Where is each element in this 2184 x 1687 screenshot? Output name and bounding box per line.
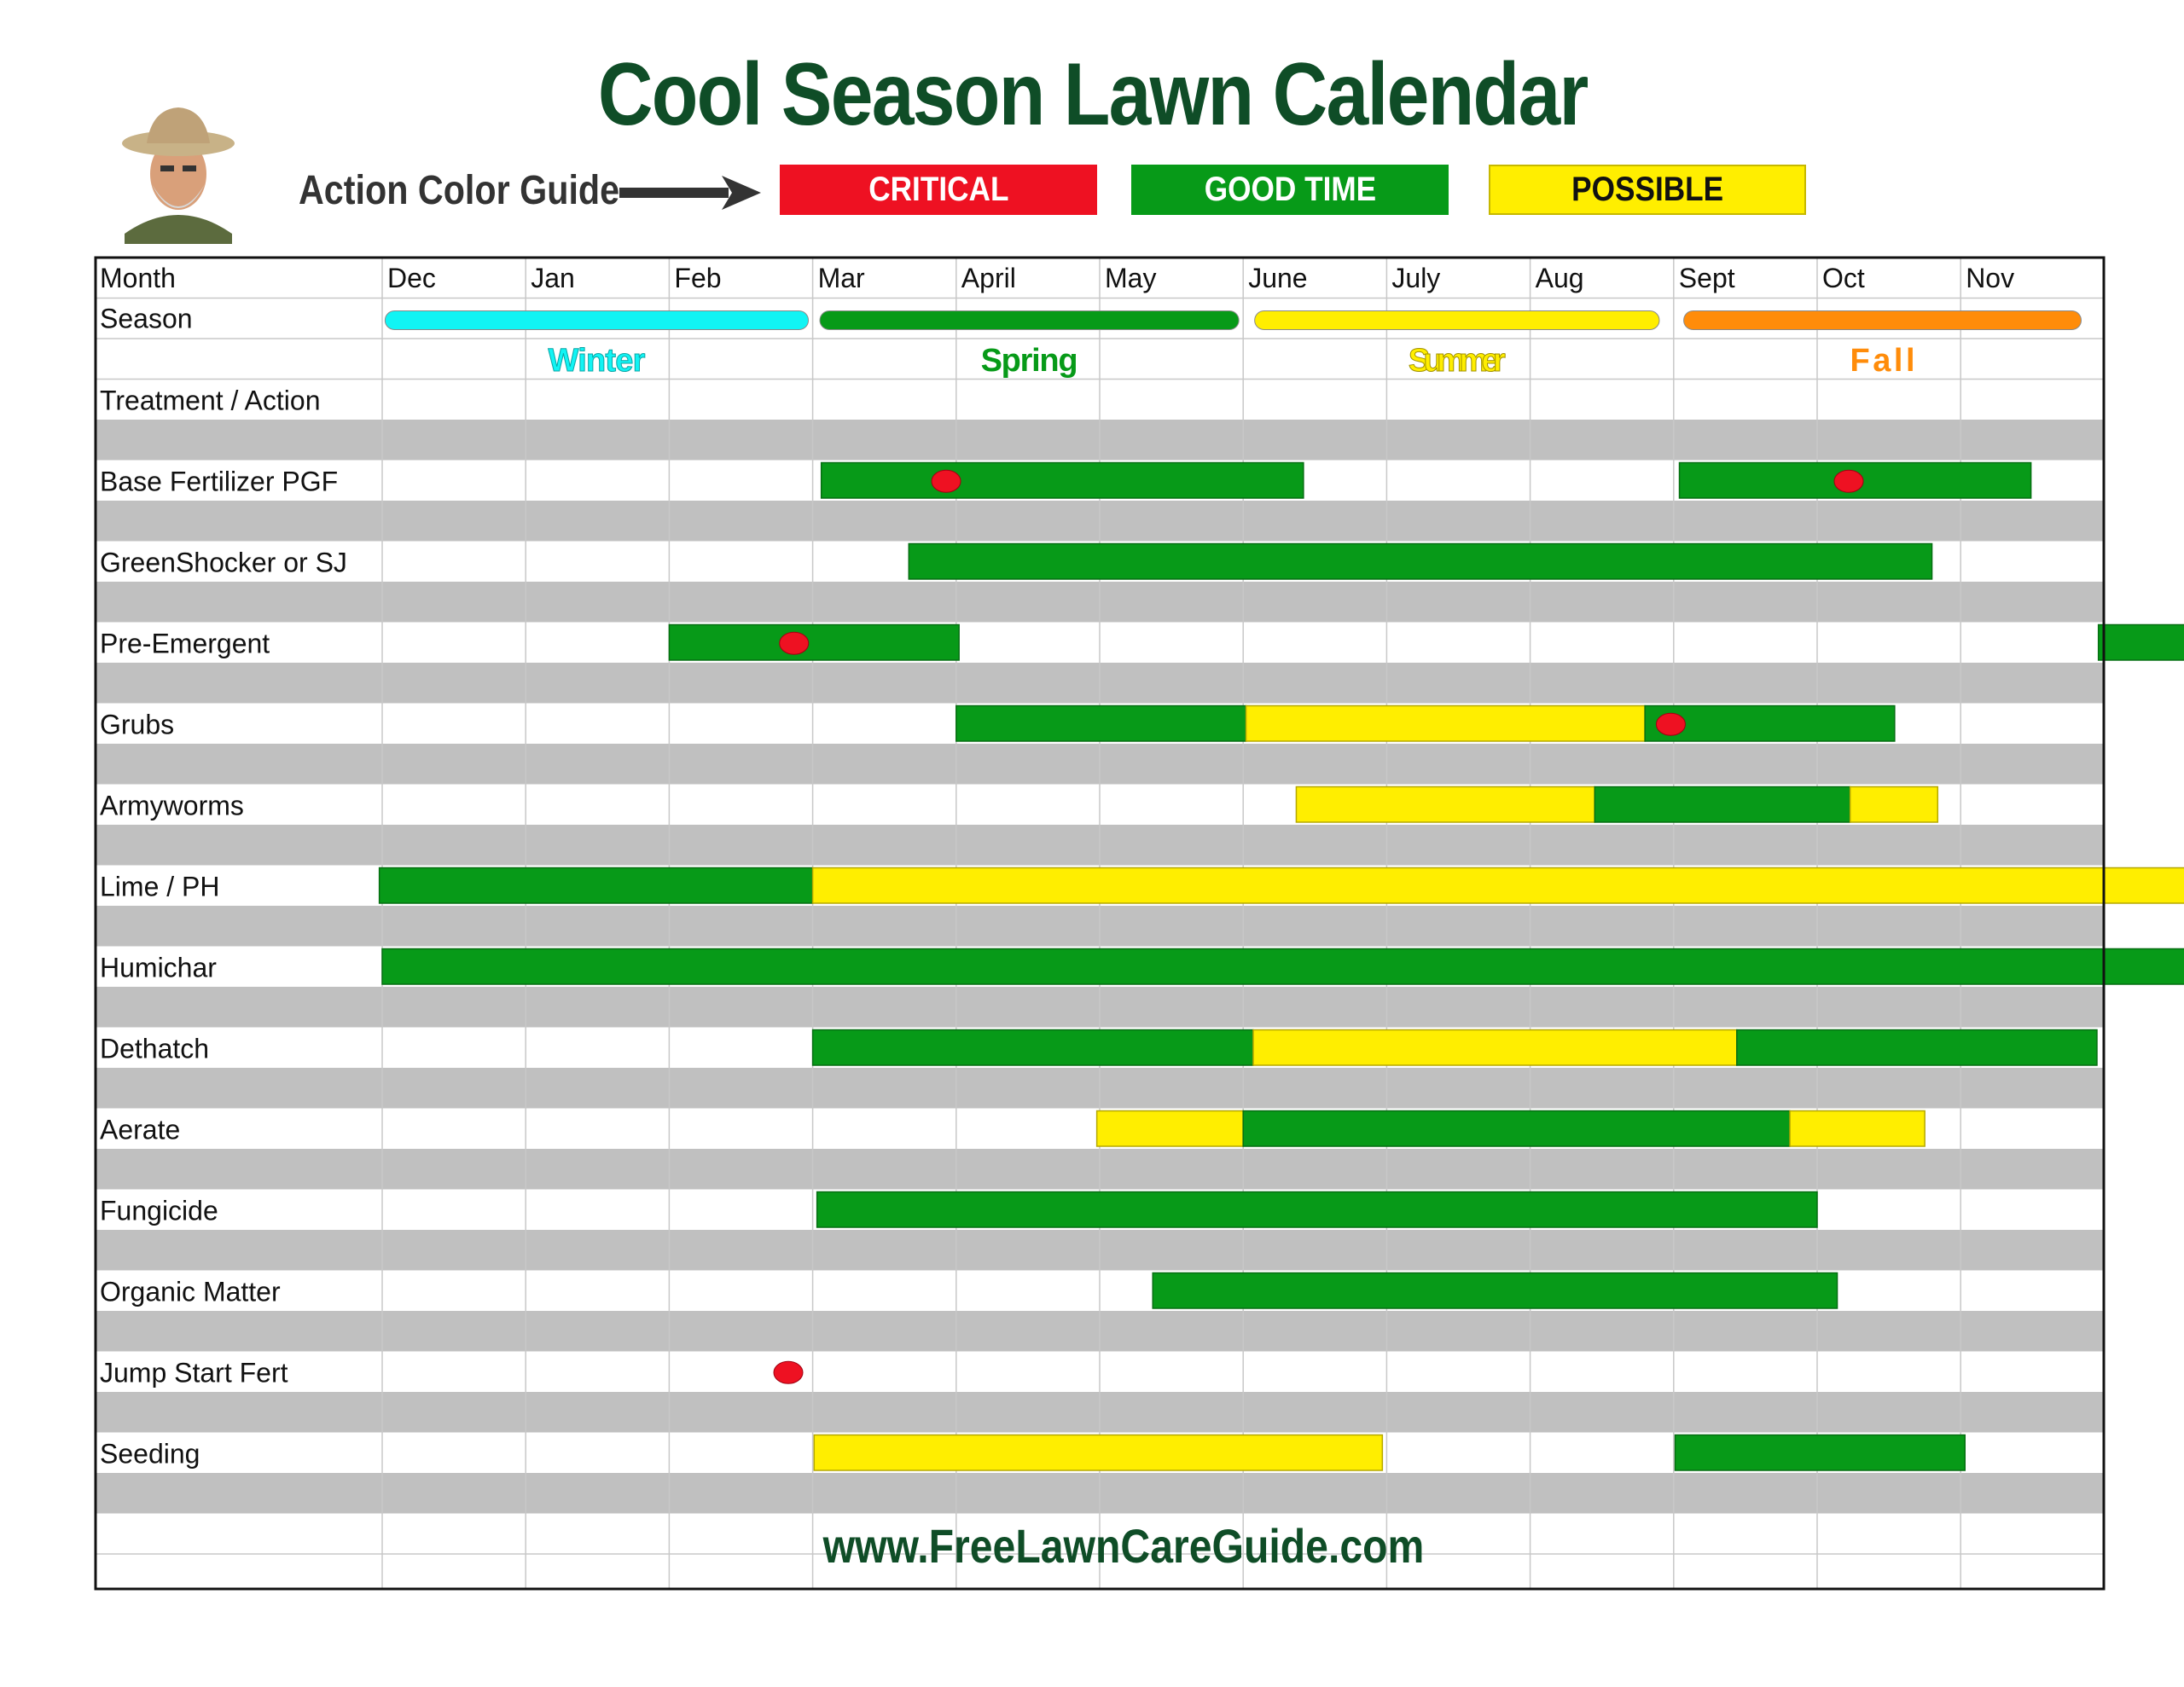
month-label-nov: Nov [1966,263,2015,293]
bar-armyworms-1 [1296,787,1594,823]
season-bar-winter [385,311,808,330]
month-label-jan: Jan [531,263,575,293]
bar-seeding-1 [814,1435,1382,1471]
month-label-dec: Dec [387,263,436,293]
season-label-fall: Fall [1850,343,1915,379]
critical-dot-grubs-1 [1656,713,1685,735]
treatment-label-humichar: Humichar [100,952,217,983]
treatment-label-pre-emergent: Pre-Emergent [100,628,270,659]
bar-aerate-1 [1097,1111,1244,1147]
treatment-label-jump-start-fert: Jump Start Fert [100,1357,288,1388]
bar-grubs-1 [956,706,1246,742]
treatment-label-dethatch: Dethatch [100,1033,210,1064]
season-header: Season [100,303,193,334]
bar-dethatch-2 [1253,1030,1737,1066]
season-bar-spring [820,311,1239,330]
bar-armyworms-2 [1594,787,1850,823]
month-label-sept: Sept [1678,263,1735,293]
month-label-feb: Feb [674,263,722,293]
bar-pre-emergent-1 [669,625,959,661]
color-guide-label: Action Color Guide [299,168,620,213]
month-header: Month [100,263,176,293]
treatment-label-aerate: Aerate [100,1114,181,1145]
treatment-label-fungicide: Fungicide [100,1195,218,1226]
bar-greenshocker-or-sj-1 [909,544,1931,580]
bar-armyworms-3 [1850,787,1938,823]
website-url: www.FreeLawnCareGuide.com [822,1519,1425,1573]
treatment-label-organic-matter: Organic Matter [100,1276,281,1307]
treatment-header: Treatment / Action [100,385,321,416]
bar-humichar-1 [382,949,2184,985]
critical-dot-jump-start-fert-1 [774,1361,803,1383]
month-label-may: May [1105,263,1157,293]
bar-seeding-2 [1675,1435,1965,1471]
treatment-label-greenshocker-or-sj: GreenShocker or SJ [100,547,347,578]
season-label-winter: Winter [548,343,646,379]
month-label-june: June [1248,263,1308,293]
bar-base-fertilizer-pgf-1 [822,463,1304,499]
season-bar-fall [1684,311,2082,330]
bar-lime-ph-2 [813,868,2184,904]
bar-dethatch-3 [1737,1030,2097,1066]
bar-fungicide-1 [817,1192,1817,1228]
month-label-april: April [961,263,1016,293]
legend-good-time-label: GOOD TIME [1204,171,1376,208]
page-title: Cool Season Lawn Calendar [597,45,1588,144]
season-bar-summer [1255,311,1659,330]
month-label-oct: Oct [1822,263,1865,293]
treatment-label-seeding: Seeding [100,1438,200,1470]
bar-dethatch-1 [813,1030,1253,1066]
legend-critical-label: CRITICAL [868,171,1009,208]
bar-grubs-2 [1246,706,1646,742]
month-label-aug: Aug [1535,263,1584,293]
critical-dot-base-fertilizer-pgf-1 [932,470,961,492]
treatment-label-armyworms: Armyworms [100,790,244,821]
treatment-label-grubs: Grubs [100,709,175,740]
bar-aerate-2 [1243,1111,1790,1147]
critical-dot-base-fertilizer-pgf-2 [1834,470,1863,492]
bar-organic-matter-1 [1153,1273,1837,1309]
month-label-july: July [1391,263,1441,293]
bar-pre-emergent-2 [2099,625,2184,661]
season-label-spring: Spring [980,343,1078,379]
bar-lime-ph-1 [380,868,813,904]
treatment-label-base-fertilizer-pgf: Base Fertilizer PGF [100,466,339,497]
critical-dot-pre-emergent-1 [780,632,809,654]
legend-possible-label: POSSIBLE [1571,171,1723,208]
treatment-label-lime-ph: Lime / PH [100,871,220,902]
month-label-mar: Mar [817,263,865,293]
bar-aerate-3 [1790,1111,1925,1147]
season-label-summer: Summer [1408,343,1506,379]
